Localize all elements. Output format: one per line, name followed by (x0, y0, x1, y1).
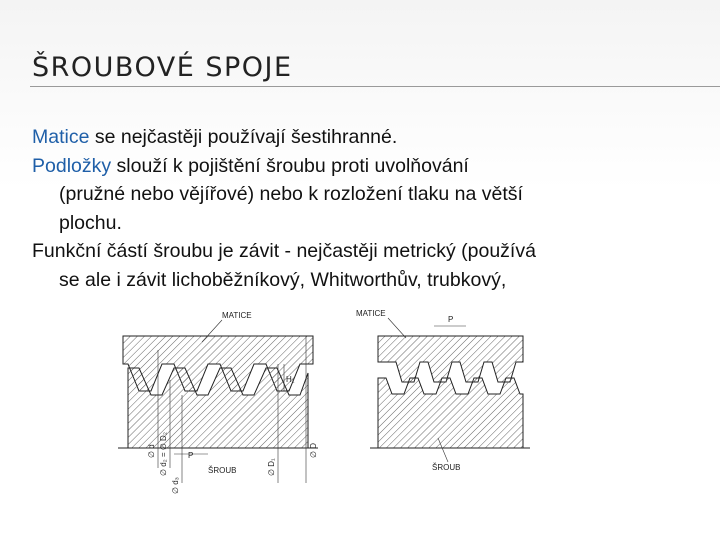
label-d2: ∅ d₂ = ∅ D₂ (159, 432, 168, 476)
label-d3: ∅ d₃ (171, 477, 180, 494)
label-h1: H₁ (286, 375, 295, 384)
leader-line (388, 318, 406, 338)
label-sroub: ŠROUB (208, 466, 237, 475)
label-D: ∅ D (309, 443, 318, 458)
paragraph-continuation: (pružné nebo vějířové) nebo k rozložení tlaku na větší (59, 183, 523, 205)
title-divider (30, 86, 720, 87)
label-d: ∅ d (147, 444, 156, 458)
paragraph-text: slouží k pojištění šroubu proti uvolňování (111, 154, 469, 177)
thread-diagram (48, 298, 550, 496)
label-D1: ∅ D₁ (267, 458, 276, 476)
label-matice-right: MATICE (356, 309, 386, 318)
paragraph-zavit: Funkční částí šroubu je závit - nejčastěji metrický (používá (32, 240, 536, 262)
label-pitch-right: P (448, 315, 454, 324)
paragraph-continuation: se ale i závit lichoběžníkový, Whitworthův, trubkový, (59, 268, 507, 291)
label-matice: MATICE (222, 311, 252, 320)
label-pitch: P (188, 451, 194, 460)
slide-body (32, 123, 696, 294)
paragraph-matice (32, 123, 696, 152)
right-screw-profile (378, 378, 523, 448)
label-sroub-right: ŠROUB (432, 463, 461, 472)
paragraph-text: se nejčastěji používají šestihranné. (89, 126, 398, 148)
paragraph-podlozky (32, 152, 696, 181)
right-nut-profile (378, 336, 523, 382)
term-matice: Matice (32, 126, 90, 148)
paragraph-continuation: plochu. (59, 211, 122, 234)
slide-title: ŠROUBOVÉ SPOJE (32, 52, 293, 83)
term-podlozky: Podložky (32, 154, 112, 177)
thread-diagram-figure (48, 298, 550, 496)
